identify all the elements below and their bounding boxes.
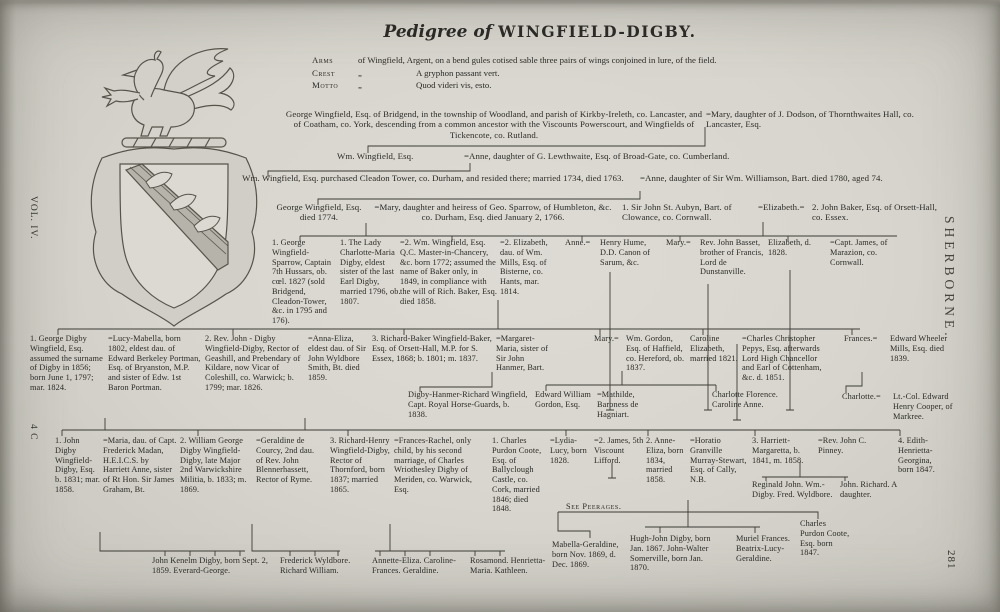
- node-henry-hume: Henry Hume, D.D. Canon of Sarum, &c.: [600, 238, 651, 267]
- node-george-wingfield-sparrow: 1. George Wingfield-Sparrow, Captain 7th Hussars, ob. cœl. 1827 (sold Bridgend, Cleadon-Tower, &c. in 1795 and 176).: [272, 238, 332, 326]
- node-capt-james: =Capt. James, of Marazion, co. Cornwall.: [830, 238, 888, 267]
- node-elizabeth-1828: Elizabeth, d. 1828.: [768, 238, 811, 257]
- node-pinney-children-a: Reginald John. Wm.-Digby. Fred. Wyldbore.: [752, 480, 833, 499]
- page-title-script: Pedigree of: [383, 22, 493, 42]
- node-horatio-murray-stewart: =Horatio Granville Murray-Stewart, Esq. of Cally, N.B.: [690, 436, 747, 485]
- motto-label: Motto: [312, 80, 339, 90]
- page-title-name: WINGFIELD-DIGBY.: [498, 22, 697, 41]
- node-george-wingfield-gen1: George Wingfield, Esq. of Bridgend, in the township of Woodland, and parish of Kirkby-Ireleth, co. Lancaster, and of Coatham, co. York, descending from a common ancestor with the Viscounts Powerscourt, and Wingfields of Tickencote, co. Rutland.: [285, 109, 703, 140]
- node-george-wingfield-gen4: George Wingfield, Esq. died 1774.: [276, 202, 362, 223]
- node-elizabeth-mills: =2. Elizabeth, dau. of Wm. Mills, Esq. of Bisterne, co. Hants, mar. 1814.: [500, 238, 548, 296]
- node-mathilde-hagniart: =Mathilde, Baroness de Hagniart.: [597, 390, 639, 419]
- node-hugh-john-digby: Hugh-John Digby, born Jan. 1867. John-Walter Somerville, born Jan. 1870.: [630, 534, 711, 573]
- page-number: 281: [945, 550, 957, 570]
- node-rev-john-pinney: =Rev. John C. Pinney.: [818, 436, 867, 455]
- node-james-viscount-lifford: =2. James, 5th Viscount Lifford.: [594, 436, 644, 465]
- node-frances-mills: Frances.=: [844, 334, 878, 343]
- node-geraldine-de-courcy: =Geraldine de Courcy, 2nd dau. of Rev. John Blennerhassett, Rector of Ryme.: [256, 436, 315, 485]
- node-wm-gordon: Wm. Gordon, Esq. of Haffield, co. Hereford, ob. 1837.: [626, 334, 685, 373]
- node-mary-sparrow: =Mary, daughter and heiress of Geo. Sparrow, of Humbleton, &c. co. Durham, Esq. died January 2, 1766.: [374, 202, 612, 223]
- node-charlotte-cooper: Charlotte.=: [842, 392, 881, 401]
- node-john-st-aubyn: 1. Sir John St. Aubyn, Bart. of Clowance, co. Cornwall.: [622, 202, 732, 223]
- node-charles-purdon-coote: 1. Charles Purdon Coote, Esq. of Ballyclough Castle, co. Cork, married 1846; died 1848.: [492, 436, 542, 514]
- node-lucy-mabella-portman: =Lucy-Mabella, born 1802, eldest dau. of Edward Berkeley Portman, Esq. of Bryanston, M.P. and sister of Edw. 1st Baron Portman.: [108, 334, 201, 392]
- node-william-george-digby: 2. William George Digby Wingfield-Digby, late Major 2nd Warwickshire Militia, b. 1833; m. 1869.: [180, 436, 247, 494]
- crest-text: A gryphon passant vert.: [416, 67, 500, 78]
- node-edward-william-gordon: Edward William Gordon, Esq.: [535, 390, 591, 409]
- node-richard-baker-wingfield-baker: 3. Richard-Baker Wingfield-Baker, Esq. of Orsett-Hall, M.P. for S. Essex, 1868; b. 1801; m. 1837.: [372, 334, 492, 363]
- node-george-digby-wingfield: 1. George Digby Wingfield, Esq. assumed the surname of Digby in 1856; born June 1, 1797; mar. 1824.: [30, 334, 103, 392]
- motto-ditto: „: [358, 80, 362, 90]
- node-john-digby-wingfield-digby: 2. Rev. John - Digby Wingfield-Digby, Rector of Geashill, and Prebendary of Kildare, now Vicar of Coleshill, co. Warwick; b. 1799; mar. 1826.: [205, 334, 301, 392]
- node-wm-wingfield-qc: =2. Wm. Wingfield, Esq. Q.C. Master-in-Chancery, &c. born 1772; assumed the name of Baker only, in 1849, in compliance with the will of Rich. Baker, Esq. died 1858.: [400, 238, 498, 306]
- node-john-kenelm-digby: John Kenelm Digby, born Sept. 2, 1859. Everard-George.: [152, 556, 269, 575]
- node-harriett-margaretta: 3. Harriett-Margaretta, b. 1841, m. 1858.: [752, 436, 804, 465]
- node-anne-lewthwaite: =Anne, daughter of G. Lewthwaite, Esq. of Broad-Gate, co. Cumberland.: [464, 151, 730, 161]
- node-anne-williamson: =Anne, daughter of Sir Wm. Williamson, Bart. died 1780, aged 74.: [640, 173, 883, 183]
- node-mary-dodson: =Mary, daughter of J. Dodson, of Thornthwaites Hall, co. Lancaster, Esq.: [706, 109, 914, 130]
- node-charles-purdon-coote-1847: Charles Purdon Coote, Esq. born 1847.: [800, 519, 850, 558]
- node-annette-eliza: Annette-Eliza. Caroline-Frances. Geraldine.: [372, 556, 456, 575]
- volume-label: VOL. IV.: [28, 196, 38, 240]
- node-pinney-children-b: John. Richard. A daughter.: [840, 480, 897, 499]
- node-wm-wingfield-gen2: Wm. Wingfield, Esq.: [337, 151, 414, 161]
- signature-label: 4 C: [28, 424, 38, 441]
- node-rosamond: Rosamond. Henrietta-Maria. Kathleen.: [470, 556, 546, 575]
- node-frances-rachel-digby: =Frances-Rachel, only child, by his second marriage, of Charles Wriothesley Digby of Meriden, co. Warwick, Esq.: [394, 436, 472, 494]
- node-edward-henry-cooper: Lt.-Col. Edward Henry Cooper, of Markree.: [893, 392, 953, 421]
- node-frederick-wyldbore: Frederick Wyldbore. Richard William.: [280, 556, 351, 575]
- node-mabella-geraldine: Mabella-Geraldine, born Nov. 1869, d. Dec. 1869.: [552, 540, 619, 569]
- node-edith-henrietta-georgina: 4. Edith-Henrietta-Georgina, born 1847.: [898, 436, 935, 475]
- node-john-baker: 2. John Baker, Esq. of Orsett-Hall, co. Essex.: [812, 202, 938, 223]
- node-lady-charlotte-maria-digby: 1. The Lady Charlotte-Maria Digby, eldest sister of the last Earl Digby, married 1796, ob. 1807.: [340, 238, 401, 306]
- crest-label: Crest: [312, 67, 336, 78]
- see-peerages-note: See Peerages.: [566, 502, 622, 511]
- node-margaret-maria-hanmer: =Margaret-Maria, sister of Sir John Hanmer, Bart.: [496, 334, 549, 373]
- node-anne-eliza-1834: 2. Anne-Eliza, born 1834, married 1858.: [646, 436, 684, 485]
- node-anna-eliza-smith: =Anna-Eliza, eldest dau. of Sir John Wyldbore Smith, Bt. died 1859.: [308, 334, 367, 383]
- node-lydia-lucy: =Lydia-Lucy, born 1828.: [550, 436, 587, 465]
- node-mary-wingfield: Mary.=: [666, 238, 691, 247]
- motto-text: Quod videri vis, esto.: [416, 80, 492, 90]
- node-digby-hanmer-richard-wingfield: Digby-Hanmer-Richard Wingfield, Capt. Royal Horse-Guards, b. 1838.: [408, 390, 528, 419]
- node-charlotte-florence-caroline-anne: Charlotte Florence. Caroline Anne.: [712, 390, 778, 409]
- node-john-digby-wingfield-digby-1831: 1. John Digby Wingfield-Digby, Esq. b. 1831; mar. 1858.: [55, 436, 101, 494]
- crest-ditto: „: [358, 67, 362, 78]
- node-caroline-elizabeth: Caroline Elizabeth, married 1821.: [690, 334, 738, 363]
- node-maria-madan: =Maria, dau. of Capt. Frederick Madan, H.E.I.C.S. by Harriett Anne, sister of Rt Hon. Sir James Graham, Bt.: [103, 436, 177, 494]
- running-title: SHERBORNE.: [942, 216, 957, 340]
- node-charles-pepys-cottenham: =Charles Christopher Pepys, Esq. afterwards Lord High Chancellor and Earl of Cottenham, &c. d. 1851.: [742, 334, 822, 383]
- node-richard-henry-wingfield-digby: 3. Richard-Henry Wingfield-Digby, Rector of Thornford, born 1837; married 1865.: [330, 436, 390, 494]
- node-john-basset: Rev. John Basset, brother of Francis, Lord de Dunstanville.: [700, 238, 764, 277]
- node-wm-wingfield-gen3: Wm. Wingfield, Esq. purchased Cleadon Tower, co. Durham, and resided there; married 1734, died 1763.: [242, 173, 624, 183]
- node-muriel-frances: Muriel Frances. Beatrix-Lucy-Geraldine.: [736, 534, 791, 563]
- arms-label: Arms: [312, 55, 334, 65]
- node-elizabeth-st-aubyn: =Elizabeth.=: [758, 202, 805, 212]
- node-anne-wingfield: Anne.=: [565, 238, 591, 247]
- node-mary-gordon: Mary.=: [594, 334, 619, 343]
- node-edward-wheeler-mills: Edward Wheeler Mills, Esq. died 1839.: [890, 334, 948, 363]
- arms-text: of Wingfield, Argent, on a bend gules cotised sable three pairs of wings conjoined in lure, of the field.: [358, 55, 717, 65]
